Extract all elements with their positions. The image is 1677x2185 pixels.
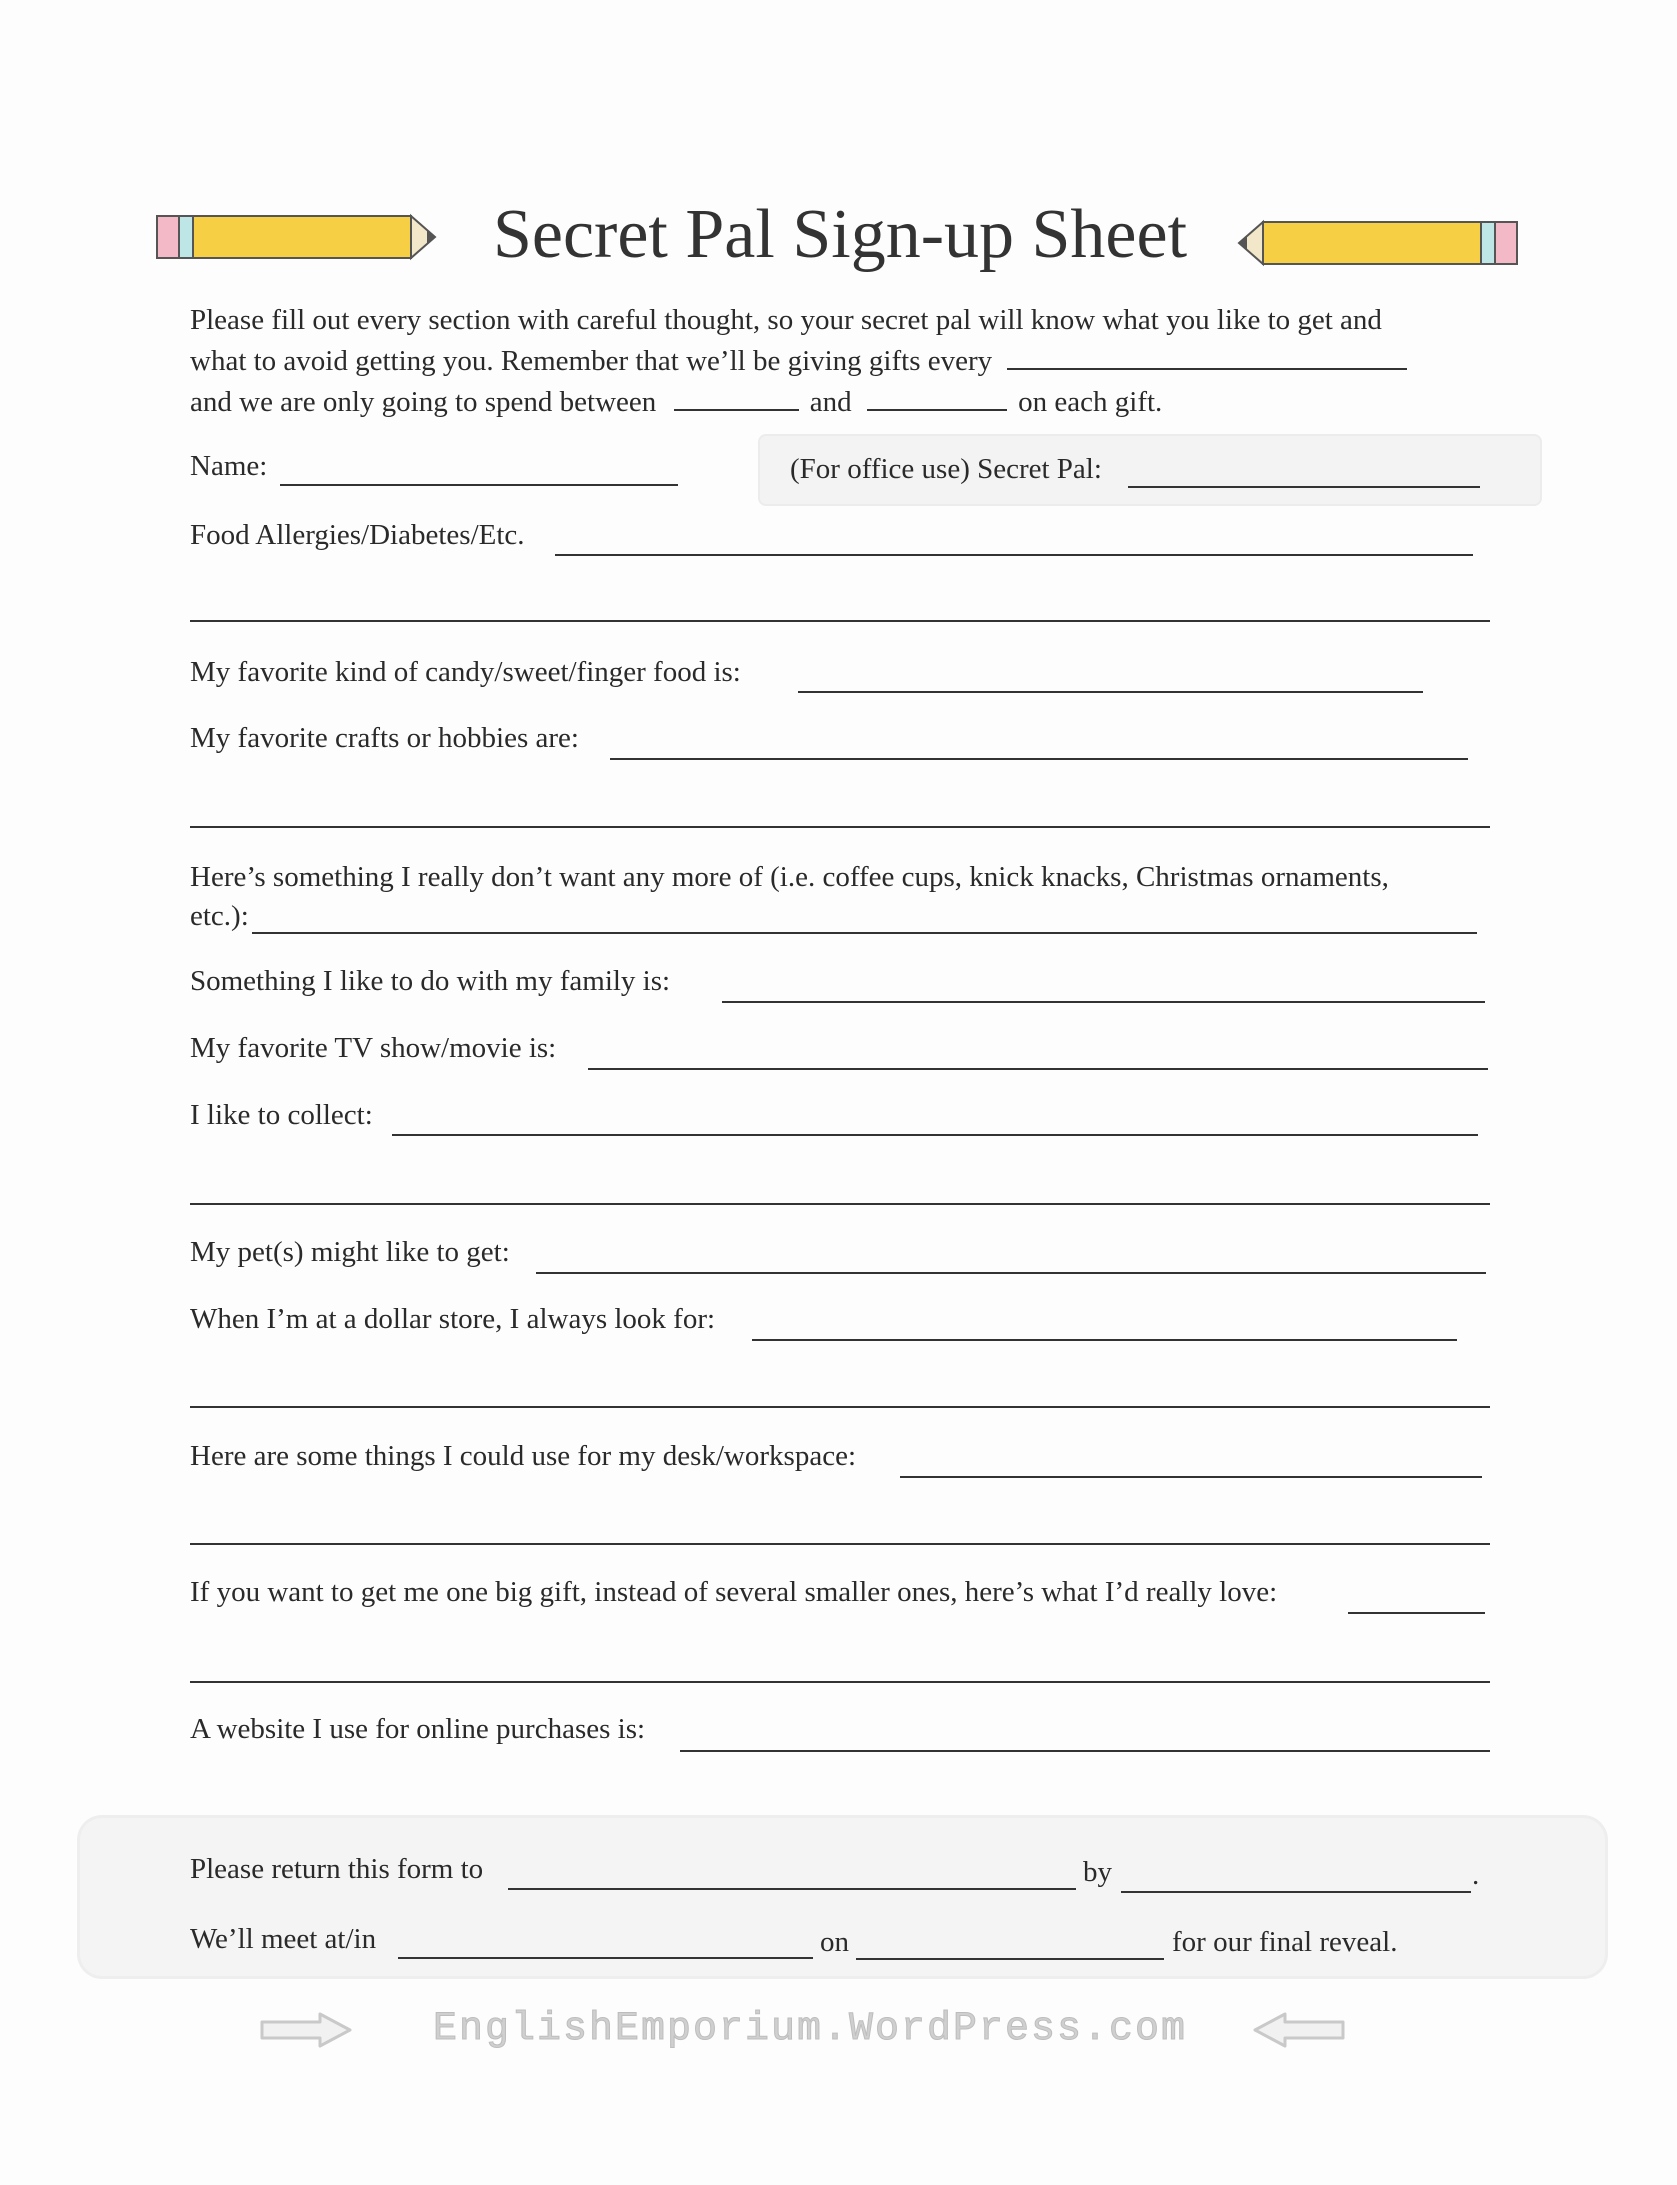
- crafts-field-2[interactable]: [190, 826, 1490, 828]
- meet-at-label: We’ll meet at/in: [190, 1923, 377, 1955]
- allergies-field-1[interactable]: [555, 554, 1473, 556]
- big-gift-field-2[interactable]: [190, 1681, 1490, 1683]
- tv-label: My favorite TV show/movie is:: [190, 1032, 557, 1064]
- period-label: .: [1472, 1859, 1480, 1891]
- meet-at-field[interactable]: [398, 1957, 813, 1959]
- collect-label: I like to collect:: [190, 1099, 373, 1131]
- dollar-store-field-1[interactable]: [752, 1339, 1457, 1341]
- name-field[interactable]: [280, 484, 678, 486]
- return-to-field[interactable]: [508, 1888, 1076, 1890]
- desk-label: Here are some things I could use for my desk/workspace:: [190, 1440, 856, 1472]
- gift-frequency-field[interactable]: [1007, 367, 1407, 370]
- arrow-right-icon: [258, 2012, 353, 2048]
- collect-field-1[interactable]: [392, 1134, 1478, 1136]
- website-label: A website I use for online purchases is:: [190, 1713, 646, 1745]
- final-reveal-label: for our final reveal.: [1172, 1926, 1398, 1958]
- arrow-left-icon: [1252, 2012, 1347, 2048]
- dollar-store-label: When I’m at a dollar store, I always look for:: [190, 1303, 716, 1335]
- header: [0, 190, 1677, 280]
- family-label: Something I like to do with my family is:: [190, 965, 671, 997]
- tv-field[interactable]: [588, 1068, 1488, 1070]
- on-label: on: [820, 1926, 849, 1958]
- allergies-field-2[interactable]: [190, 620, 1490, 622]
- pencil-left-icon: [155, 212, 440, 262]
- meet-on-field[interactable]: [856, 1958, 1164, 1960]
- big-gift-label: If you want to get me one big gift, instead of several smaller ones, here’s what I’d really love:: [190, 1576, 1278, 1608]
- footer: [0, 2000, 1677, 2060]
- page-title: Secret Pal Sign-up Sheet: [492, 196, 1188, 273]
- name-label: Name:: [190, 450, 268, 482]
- return-by-field[interactable]: [1121, 1891, 1471, 1893]
- dont-want-label-2: etc.):: [190, 900, 249, 932]
- by-label: by: [1083, 1856, 1112, 1888]
- desk-field-2[interactable]: [190, 1543, 1490, 1545]
- pets-label: My pet(s) might like to get:: [190, 1236, 510, 1268]
- pencil-right-icon: [1235, 218, 1520, 268]
- allergies-label: Food Allergies/Diabetes/Etc.: [190, 519, 525, 551]
- dont-want-field[interactable]: [252, 932, 1477, 934]
- dollar-store-field-2[interactable]: [190, 1406, 1490, 1408]
- candy-label: My favorite kind of candy/sweet/finger food is:: [190, 656, 741, 688]
- candy-field[interactable]: [798, 691, 1423, 693]
- crafts-field-1[interactable]: [610, 758, 1468, 760]
- secret-pal-field[interactable]: [1128, 486, 1480, 488]
- collect-field-2[interactable]: [190, 1203, 1490, 1205]
- spend-min-field[interactable]: [674, 408, 799, 411]
- intro-line-1: Please fill out every section with careful thought, so your secret pal will know what you like to get and: [190, 304, 1382, 336]
- return-to-label: Please return this form to: [190, 1853, 484, 1885]
- family-field[interactable]: [722, 1001, 1485, 1003]
- desk-field-1[interactable]: [900, 1476, 1482, 1478]
- pets-field[interactable]: [536, 1272, 1486, 1274]
- dont-want-label-1: Here’s something I really don’t want any more of (i.e. coffee cups, knick knacks, Christmas ornaments,: [190, 861, 1389, 893]
- footer-website-text: EnglishEmporium.WordPress.com: [432, 2007, 1188, 2052]
- big-gift-field-1[interactable]: [1348, 1612, 1485, 1614]
- office-use-label: (For office use) Secret Pal:: [790, 453, 1102, 485]
- website-field[interactable]: [680, 1750, 1490, 1752]
- spend-max-field[interactable]: [867, 408, 1007, 411]
- crafts-label: My favorite crafts or hobbies are:: [190, 722, 579, 754]
- intro-paragraph: [190, 300, 1510, 423]
- intro-line-2: what to avoid getting you. Remember that we’ll be giving gifts every: [190, 341, 1510, 382]
- intro-line-3: and we are only going to spend between and on each gift.: [190, 386, 1163, 418]
